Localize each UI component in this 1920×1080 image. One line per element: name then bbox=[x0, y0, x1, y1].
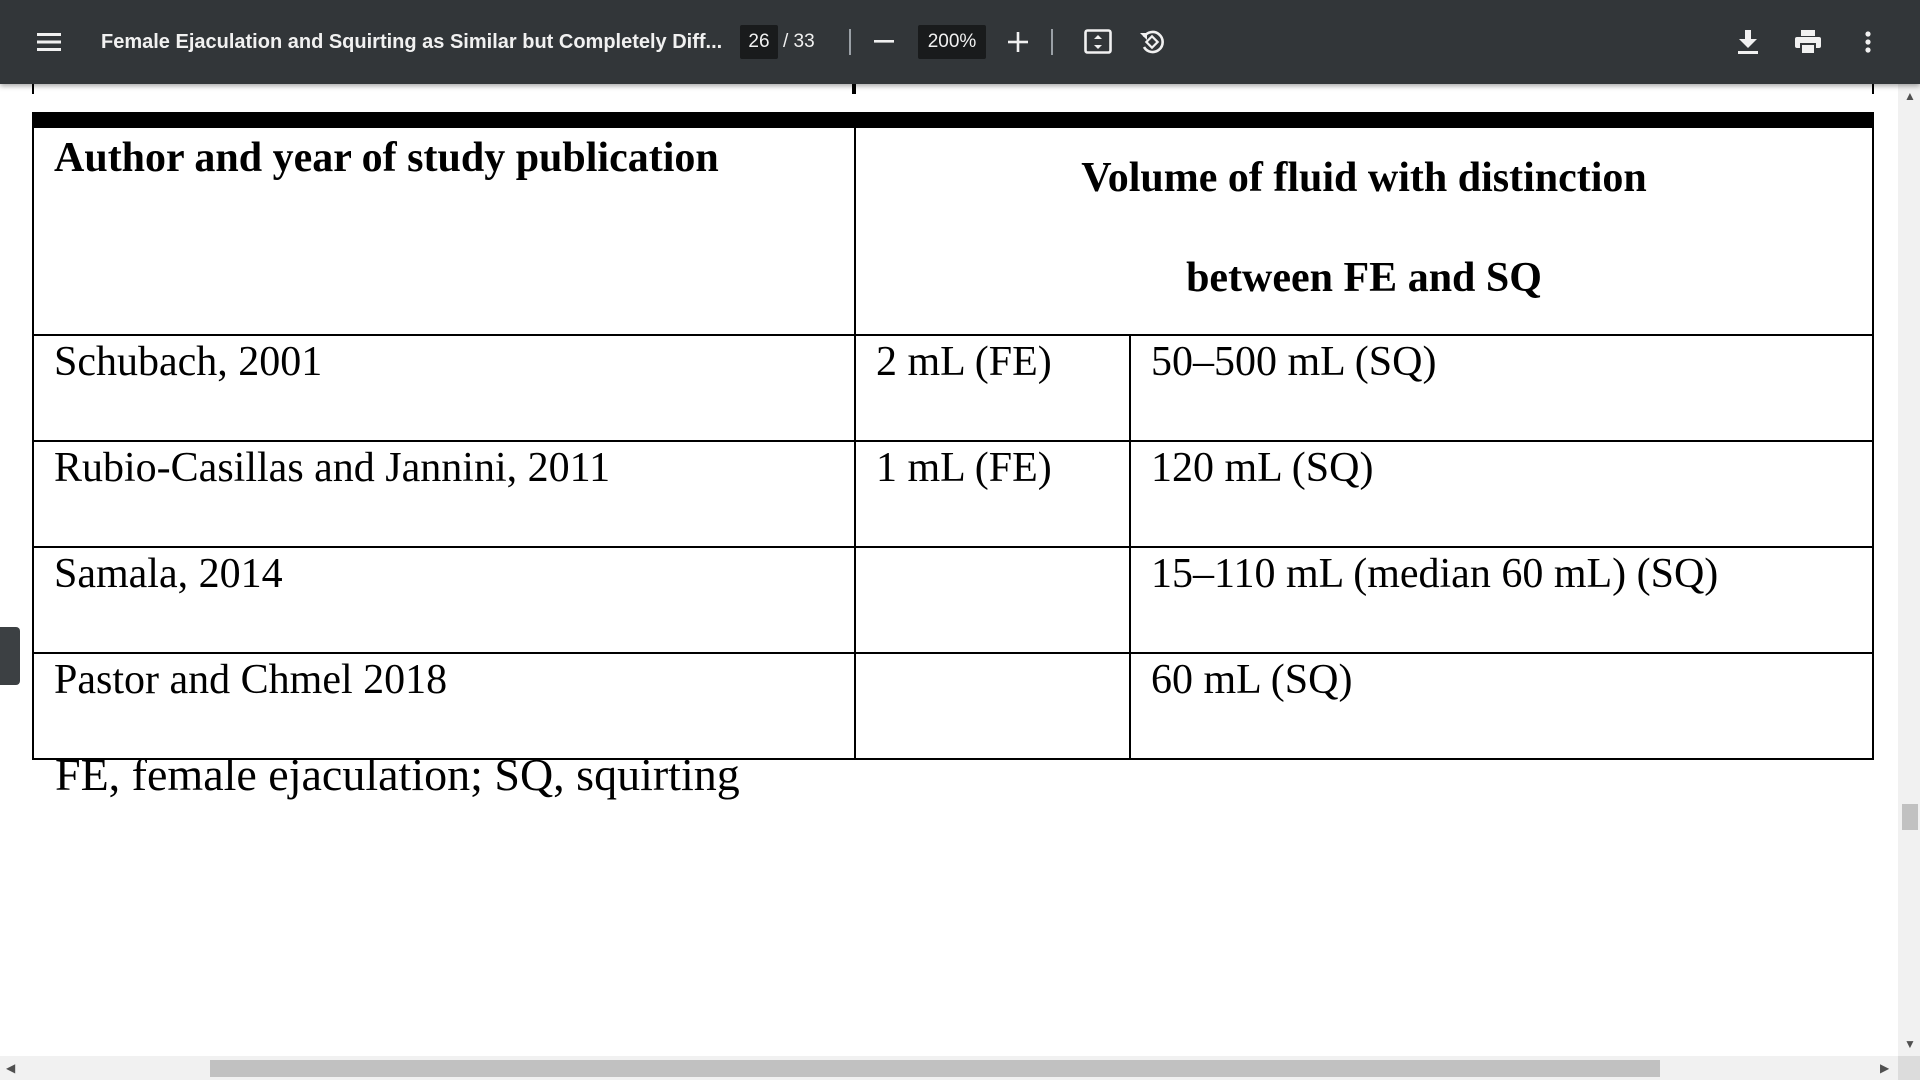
fe-volume-cell: 1 mL (FE) bbox=[855, 441, 1130, 547]
fluid-volume-table bbox=[32, 112, 1874, 760]
table-row bbox=[33, 547, 1873, 653]
print-icon[interactable] bbox=[1784, 18, 1832, 66]
sq-volume-cell: 60 mL (SQ) bbox=[1130, 653, 1873, 759]
previous-table-edge bbox=[32, 84, 1872, 94]
table-header-row bbox=[33, 120, 1873, 335]
scroll-down-icon[interactable]: ▼ bbox=[1904, 1037, 1916, 1051]
header-volume bbox=[855, 120, 1873, 335]
download-icon[interactable] bbox=[1724, 18, 1772, 66]
page-count: / 33 bbox=[783, 31, 815, 52]
vertical-scroll-thumb[interactable] bbox=[1902, 804, 1918, 830]
author-cell: Samala, 2014 bbox=[33, 547, 855, 653]
rotate-icon[interactable] bbox=[1128, 18, 1176, 66]
page-number-input[interactable]: 26 bbox=[740, 25, 778, 59]
scroll-left-icon[interactable]: ◀ bbox=[6, 1061, 16, 1075]
scrollbar-corner bbox=[1898, 1056, 1920, 1080]
vertical-scrollbar[interactable] bbox=[1898, 84, 1920, 1056]
more-vert-icon[interactable] bbox=[1844, 18, 1892, 66]
table-row bbox=[33, 335, 1873, 441]
header-volume-line2: between FE and SQ bbox=[1186, 255, 1542, 301]
sq-volume-cell: 120 mL (SQ) bbox=[1130, 441, 1873, 547]
horizontal-scroll-thumb[interactable] bbox=[210, 1060, 1660, 1077]
scroll-up-icon[interactable]: ▲ bbox=[1904, 89, 1916, 103]
pdf-toolbar bbox=[0, 0, 1920, 84]
sidebar-toggle-tab[interactable] bbox=[0, 627, 20, 685]
table-row bbox=[33, 653, 1873, 759]
toolbar-divider bbox=[1051, 29, 1053, 55]
pdf-viewport[interactable] bbox=[0, 84, 1898, 1056]
toolbar-divider bbox=[849, 29, 851, 55]
fe-volume-cell bbox=[855, 547, 1130, 653]
zoom-in-icon[interactable] bbox=[994, 18, 1042, 66]
zoom-level-input[interactable]: 200% bbox=[918, 25, 986, 59]
menu-icon[interactable] bbox=[26, 18, 74, 66]
horizontal-scrollbar[interactable] bbox=[0, 1056, 1898, 1080]
table-row bbox=[33, 441, 1873, 547]
author-cell: Pastor and Chmel 2018 bbox=[33, 653, 855, 759]
sq-volume-cell: 50–500 mL (SQ) bbox=[1130, 335, 1873, 441]
fe-volume-cell: 2 mL (FE) bbox=[855, 335, 1130, 441]
document-title: Female Ejaculation and Squirting as Similar but Completely Diff... bbox=[101, 30, 723, 53]
zoom-out-icon[interactable] bbox=[860, 18, 908, 66]
scroll-right-icon[interactable]: ▶ bbox=[1880, 1061, 1890, 1075]
fe-volume-cell bbox=[855, 653, 1130, 759]
header-author: Author and year of study publication bbox=[33, 120, 855, 335]
author-cell: Rubio-Casillas and Jannini, 2011 bbox=[33, 441, 855, 547]
table-footnote: FE, female ejaculation; SQ, squirting bbox=[55, 749, 740, 800]
header-volume-line1: Volume of fluid with distinction bbox=[1081, 155, 1647, 201]
sq-volume-cell: 15–110 mL (median 60 mL) (SQ) bbox=[1130, 547, 1873, 653]
author-cell: Schubach, 2001 bbox=[33, 335, 855, 441]
fit-page-icon[interactable] bbox=[1074, 18, 1122, 66]
